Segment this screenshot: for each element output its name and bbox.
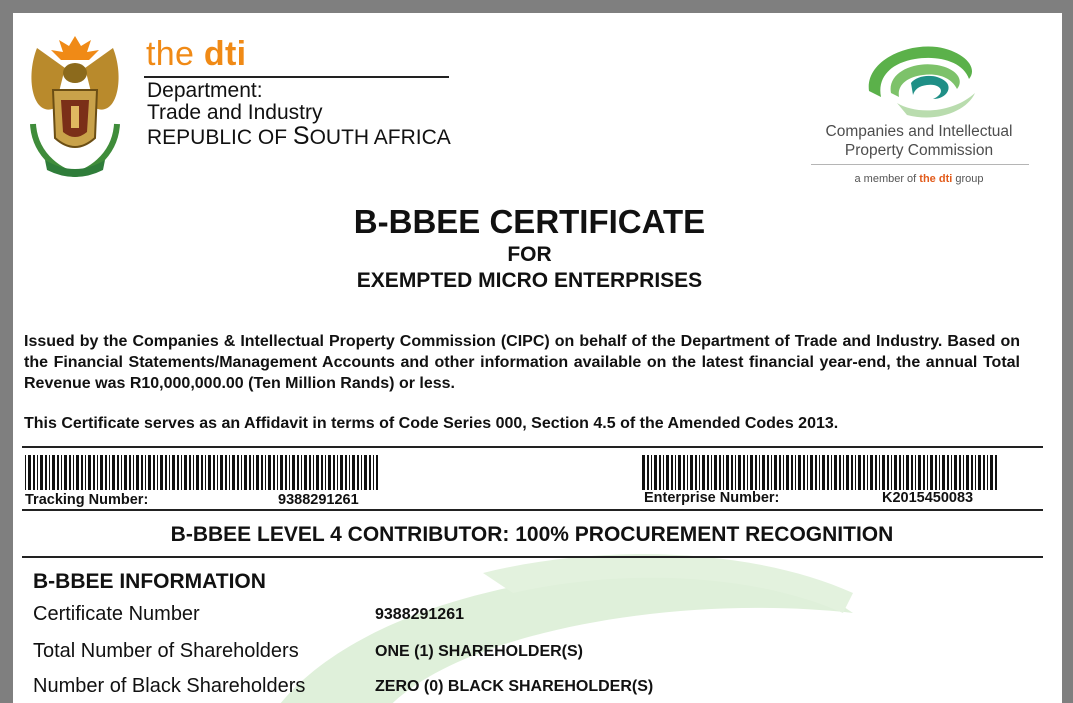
cipc-member-prefix: a member of — [854, 173, 920, 185]
issued-paragraph: Issued by the Companies & Intellectual Property Commission (CIPC) on behalf of the Department of Trade and Industry. Based on the Financial Statements/Management Accounts and other information available on the latest financial year-end, the annual Total Revenue was R10,000,000.00 (Ten Million Rands) or less. — [24, 333, 1020, 392]
dti-wordmark-bold: dti — [203, 35, 247, 73]
contributor-level: B-BBEE LEVEL 4 CONTRIBUTOR: 100% PROCUREMENT RECOGNITION — [170, 523, 894, 546]
dti-wordmark — [146, 35, 246, 74]
cipc-member-note — [800, 173, 1038, 185]
info-row-label: Certificate Number — [33, 603, 200, 625]
info-row-value: ONE (1) SHAREHOLDER(S) — [375, 643, 584, 660]
cipc-member-suffix: group — [952, 173, 984, 185]
enterprise-barcode — [642, 455, 997, 490]
info-row-value: ZERO (0) BLACK SHAREHOLDER(S) — [375, 678, 654, 695]
certificate-title: B-BBEE CERTIFICATE — [353, 203, 706, 240]
enterprise-number: K2015450083 — [882, 490, 974, 506]
department-title: Trade and Industry — [147, 101, 323, 124]
cipc-divider — [811, 164, 1029, 165]
enterprise-label: Enterprise Number: — [644, 490, 780, 506]
info-row-value: 9388291261 — [375, 606, 464, 623]
divider-top — [22, 446, 1043, 448]
affidavit-statement: This Certificate serves as an Affidavit in terms of Code Series 000, Section 4.5 of the Amended Codes 2013. — [24, 415, 839, 432]
certificate-subtitle: EXEMPTED MICRO ENTERPRISES — [356, 269, 703, 292]
republic-name — [147, 122, 451, 151]
republic-prefix: REPUBLIC OF — [147, 126, 293, 149]
certificate-page — [13, 13, 1062, 703]
dti-wordmark-prefix: the — [146, 35, 204, 73]
republic-initial: S — [292, 122, 310, 150]
cipc-member-dti: the dti — [919, 173, 953, 185]
divider-level-top — [22, 509, 1043, 511]
info-heading: B-BBEE INFORMATION — [33, 570, 266, 593]
dti-divider — [144, 76, 449, 78]
cipc-name-line1: Companies and Intellectual — [825, 123, 1013, 140]
divider-level-bottom — [22, 556, 1043, 558]
tracking-label: Tracking Number: — [25, 492, 149, 508]
department-name — [147, 80, 323, 124]
cipc-name — [800, 122, 1038, 160]
department-label: Department: — [147, 79, 263, 102]
cipc-logo-icon — [857, 37, 985, 121]
certificate-title-for: FOR — [507, 243, 552, 266]
info-row-label: Number of Black Shareholders — [33, 675, 306, 697]
info-row-label: Total Number of Shareholders — [33, 640, 299, 662]
cipc-name-line2: Property Commission — [844, 142, 994, 159]
coat-of-arms-icon — [25, 28, 125, 180]
republic-suffix: OUTH AFRICA — [309, 126, 451, 149]
tracking-barcode — [25, 455, 378, 490]
tracking-number: 9388291261 — [278, 492, 359, 508]
